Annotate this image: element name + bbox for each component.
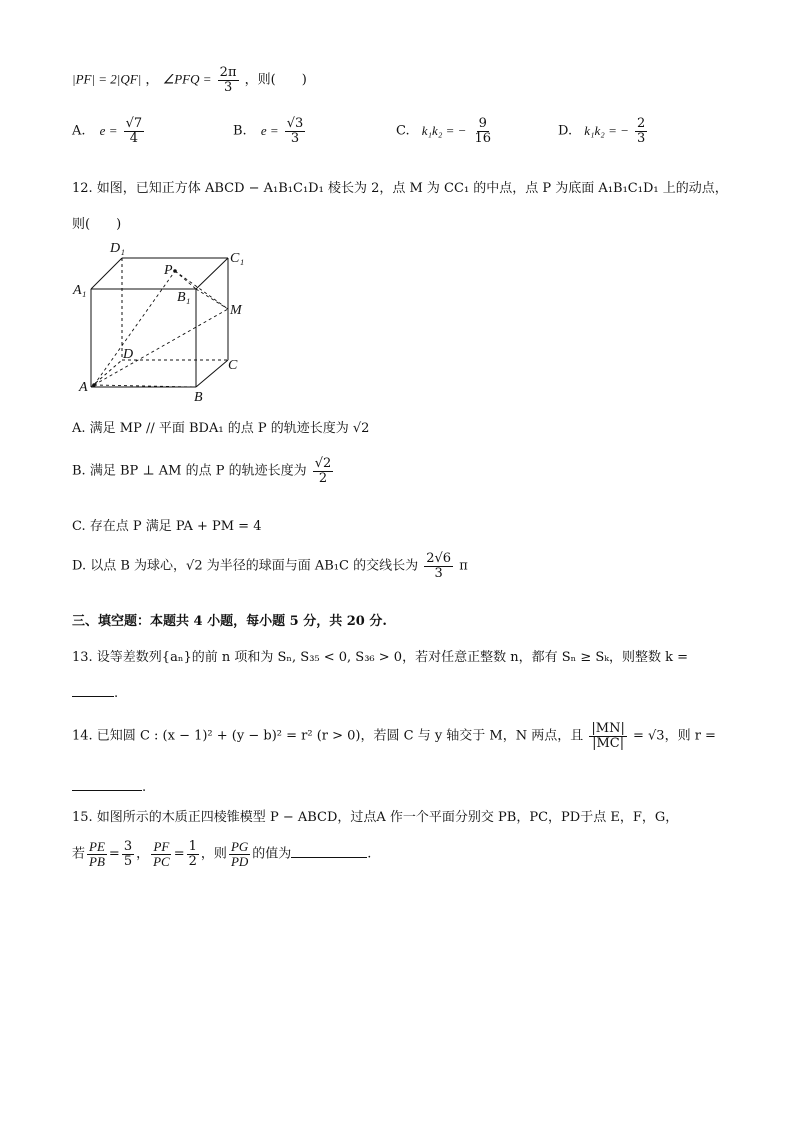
q11-ask: ，则( ) — [244, 72, 307, 88]
q13-stem: 13. 设等差数列{aₙ}的前 n 项和为 Sₙ, S₃₅ < 0, S₃₆ > 0，若对任意正整数 n，都有 Sₙ ≥ Sₖ，则整数 k = — [72, 650, 689, 665]
label-c: C — [228, 358, 238, 373]
q11-abs-expression: |PF| = 2|QF| — [72, 71, 142, 87]
label-b: B — [194, 390, 203, 405]
q11-option-c: C. k₁k₂ = − $\frac{9}{16}$ — [396, 116, 492, 146]
label-b1: B₁ — [177, 290, 191, 305]
q12-option-a: A. 满足 MP // 平面 BDA₁ 的点 P 的轨迹长度为 √2 — [72, 421, 370, 436]
q13-answer-line: . — [72, 682, 118, 701]
q12-option-c: C. 存在点 P 满足 PA + PM = 4 — [72, 519, 262, 534]
section-3-heading: 三、填空题：本题共 4 小题，每小题 5 分，共 20 分. — [72, 614, 387, 629]
label-p: P — [164, 263, 173, 278]
q11-option-d: D. k₁k₂ = − $\frac{2}{3}$ — [558, 116, 646, 146]
label-a: A — [79, 380, 88, 395]
label-m: M — [230, 303, 242, 318]
q11-angle: ∠PFQ = — [162, 71, 212, 87]
label-c1: C₁ — [230, 251, 245, 266]
label-d1: D₁ — [110, 241, 125, 256]
q15-answer-blank[interactable] — [291, 843, 367, 858]
q11-option-a: A. e = $\frac{√7}{4}$ — [72, 116, 143, 146]
q12-stem-line1: 12. 如图，已知正方体 ABCD − A₁B₁C₁D₁ 棱长为 2，点 M 为 CC₁ 的中点，点 P 为底面 A₁B₁C₁D₁ 上的动点， — [72, 181, 728, 196]
q13-answer-blank[interactable] — [72, 682, 114, 697]
label-d: D — [123, 347, 134, 362]
q12-option-b: B. 满足 BP ⊥ AM 的点 P 的轨迹长度为 $\frac{√2}{2}$ — [72, 456, 332, 486]
cube-figure — [70, 236, 260, 408]
q14-answer-blank[interactable] — [72, 776, 142, 791]
label-a1: A₁ — [73, 283, 87, 298]
q11-angle-fraction: $\frac{2\pi}{3}$ — [219, 65, 237, 95]
q14-stem: 14. 已知圆 C : (x − 1)² + (y − b)² = r² (r > 0)，若圆 C 与 y 轴交于 M，N 两点，且 $\frac{|MN|}{|MC|}$ = √3，则 r = — [72, 721, 716, 751]
q11-condition-line: |PF| = 2|QF| ， ∠PFQ = $\frac{2\pi}{3}$ ，则( ) — [72, 65, 307, 95]
q15-stem-line2: 若 $\frac{PE}{PB}$ = $\frac{3}{5}$ ， $\frac{PF}{PC}$ = $\frac{1}{2}$ ，则 $\frac{PG}{PD}$ 的值为 . — [72, 839, 372, 869]
q15-stem-line1: 15. 如图所示的木质正四棱锥模型 P − ABCD，过点A 作一个平面分别交 PB，PC，PD于点 E，F，G， — [72, 810, 679, 825]
q12-option-d: D. 以点 B 为球心，√2 为半径的球面与面 AB₁C 的交线长为 $\frac{2√6}{3}$ π — [72, 551, 468, 581]
q11-option-b: B. e = $\frac{√3}{3}$ — [233, 116, 304, 146]
q12-stem-line2: 则( ) — [72, 217, 122, 232]
q14-answer-line: . — [72, 776, 146, 795]
